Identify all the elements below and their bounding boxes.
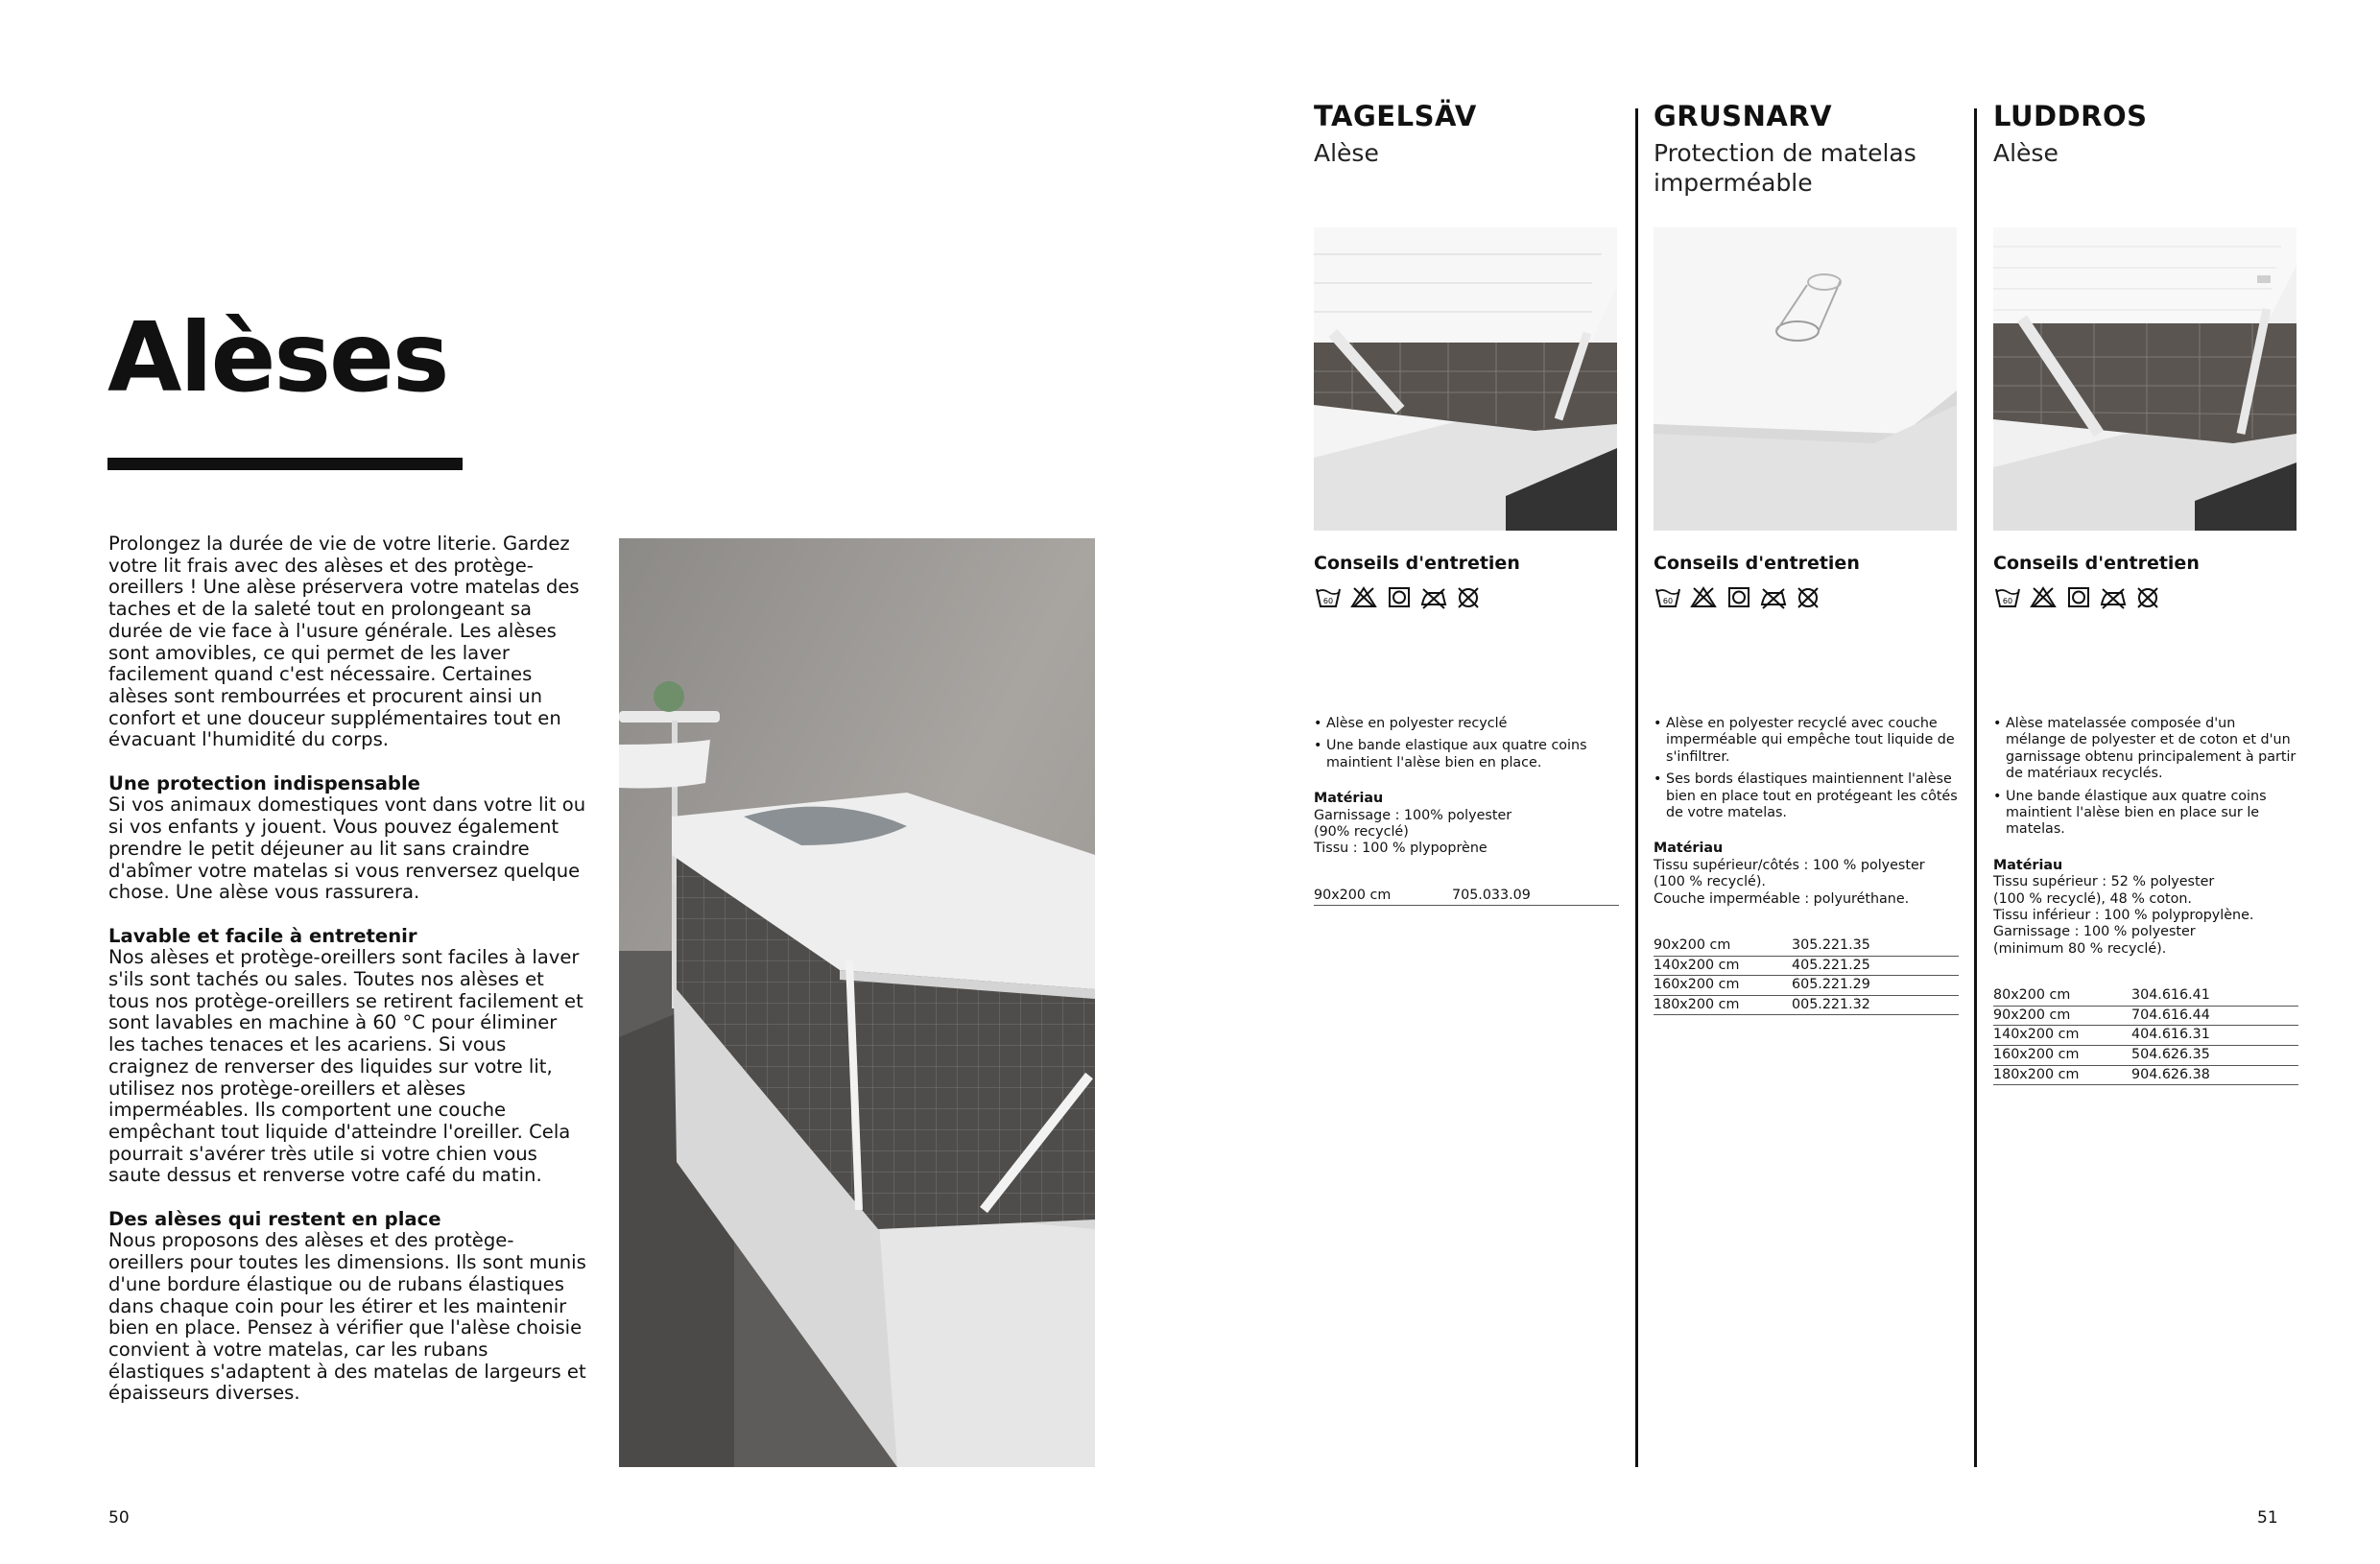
material-line: Tissu inférieur : 100 % polypropylène. [1993, 908, 2254, 924]
size-cell: 180x200 cm [1654, 995, 1792, 1015]
article-number: 704.616.44 [2131, 1006, 2298, 1026]
product-type: Alèse [1993, 139, 2059, 167]
article-number: 404.616.31 [2131, 1026, 2298, 1046]
table-row [1993, 1065, 2298, 1085]
title-underline [107, 458, 463, 470]
page-number-left: 50 [108, 1508, 130, 1528]
article-number: 904.626.38 [2131, 1065, 2298, 1085]
article-number: 005.221.32 [1792, 995, 1959, 1015]
care-heading: Conseils d'entretien [1314, 553, 1520, 574]
intro-paragraph: Prolongez la durée de vie de votre literie. Gardez votre lit frais avec des alèses et des protège-oreillers ! Une alèse préservera votre matelas des taches et de la saleté tout en prolongeant sa durée de vie face à l'usure générale. Les alèses sont amovibles, ce qui permet de les laver facilement quand c'est nécessaire. Certaines alèses sont rembourrées et procurent ainsi un confort et une douceur supplémentaires tout en évacuant l'humidité du corps. [108, 533, 580, 751]
material-line: (100 % recyclé). [1654, 874, 1766, 890]
size-table [1993, 986, 2298, 1085]
no-dry-clean-icon [1798, 588, 1818, 607]
material-line: (100 % recyclé), 48 % coton. [1993, 890, 2192, 907]
care-heading: Conseils d'entretien [1654, 553, 1860, 574]
size-cell: 90x200 cm [1993, 1006, 2131, 1026]
page-number-right: 51 [2257, 1508, 2278, 1528]
product-name: GRUSNARV [1654, 100, 1833, 132]
svg-text:60: 60 [2002, 597, 2013, 605]
size-cell: 140x200 cm [1654, 956, 1792, 976]
product-column-grusnarv [1654, 96, 1959, 1012]
wash-60-icon [1317, 589, 1340, 606]
size-cell: 90x200 cm [1314, 887, 1452, 906]
material-heading: Matériau [1654, 841, 1724, 857]
size-table [1314, 887, 1619, 907]
product-details [1314, 716, 1619, 906]
section-en-place [108, 1209, 588, 1405]
size-cell: 160x200 cm [1993, 1046, 2131, 1066]
wash-60-icon [1656, 589, 1679, 606]
section-protection [108, 773, 588, 904]
bedroom-mattress-photo [619, 538, 1095, 1467]
section-heading: Des alèses qui restent en place [108, 1207, 441, 1230]
product-details [1993, 716, 2298, 1085]
product-column-tagelsav [1314, 96, 1619, 903]
product-details [1654, 716, 1959, 1015]
table-row [1993, 986, 2298, 1006]
material-heading: Matériau [1314, 791, 1384, 807]
section-text: Nous proposons des alèses et des protège-oreillers pour toutes les dimensions. Ils sont munis d'une bordure élastique ou de rubans élastiques dans chaque coin pour les étirer et les maintenir bien en place. Pensez à vérifier que l'alèse choisie convient à votre matelas, car les rubans élastiques s'adaptent à des matelas de largeurs et épaisseurs diverses. [108, 1229, 586, 1405]
care-symbols [1314, 583, 1496, 610]
no-bleach-icon [2032, 588, 2055, 606]
no-iron-icon [1422, 589, 1445, 608]
material-line: Tissu supérieur : 52 % polyester [1993, 874, 2215, 890]
size-cell: 80x200 cm [1993, 986, 2131, 1006]
column-divider [1974, 108, 1977, 1467]
care-heading: Conseils d'entretien [1993, 553, 2200, 574]
feature-item: • Une bande élastique aux quatre coins maintient l'alèse bien en place sur le matelas. [1993, 789, 2298, 839]
svg-text:60: 60 [1322, 597, 1334, 605]
section-heading: Lavable et facile à entretenir [108, 924, 417, 947]
feature-item: • Alèse matelassée composée d'un mélange de polyester et de coton et d'un garnissage obtenu principalement à partir de matériaux recyclés. [1993, 716, 2298, 783]
table-row [1993, 1026, 2298, 1046]
material-line: Garnissage : 100 % polyester [1993, 924, 2196, 940]
size-cell: 140x200 cm [1993, 1026, 2131, 1046]
material-line: Couche imperméable : polyuréthane. [1654, 890, 1910, 907]
product-type: Protection de matelas imperméable [1654, 139, 1916, 197]
table-row [1993, 1006, 2298, 1026]
feature-item: • Alèse en polyester recyclé avec couche imperméable qui empêche tout liquide de s'infiltrer. [1654, 716, 1959, 766]
size-cell: 180x200 cm [1993, 1065, 2131, 1085]
feature-list [1993, 716, 2298, 839]
section-text: Si vos animaux domestiques vont dans votre lit ou si vos enfants y jouent. Vous pouvez également prendre le petit déjeuner au lit sans craindre d'abîmer votre matelas si vous renversez quelque chose. Une alèse vous rassurera. [108, 794, 586, 904]
feature-list [1654, 716, 1959, 821]
table-row [1654, 956, 1959, 976]
product-type: Alèse [1314, 139, 1379, 167]
product-image-waterproof-protector [1654, 227, 1957, 531]
table-row [1654, 936, 1959, 956]
article-number: 605.221.29 [1792, 976, 1959, 996]
care-symbols [1993, 583, 2176, 610]
no-bleach-icon [1692, 588, 1715, 606]
section-text: Nos alèses et protège-oreillers sont faciles à laver s'ils sont tachés ou sales. Toutes nos alèses et tous nos protège-oreillers se retirent facilement et sont lavables en machine à 60 °C pour éliminer les taches tenaces et les acariens. Si vous craignez de renverser des liquides sur votre lit, utilisez nos protège-oreillers et alèses imperméables. Ils comportent une couche empêchant tout liquide d'atteindre l'oreiller. Cela pourrait s'avérer très utile si votre chien vous saute dessus et renverse votre café du matin. [108, 946, 583, 1187]
tumble-dry-icon [1390, 588, 1409, 606]
section-heading: Une protection indispensable [108, 771, 420, 794]
material-line: Tissu : 100 % plypoprène [1314, 841, 1488, 857]
tumble-dry-icon [2069, 588, 2088, 606]
product-image-quilted-pad [1993, 227, 2297, 531]
tumble-dry-icon [1729, 588, 1749, 606]
feature-item: • Alèse en polyester recyclé [1314, 716, 1619, 732]
no-bleach-icon [1352, 588, 1375, 606]
size-cell: 90x200 cm [1654, 936, 1792, 956]
intro-text-block [108, 533, 588, 1427]
svg-text:60: 60 [1662, 597, 1674, 605]
product-column-luddros [1993, 96, 2298, 1082]
section-lavable [108, 926, 588, 1187]
material-line: (minimum 80 % recyclé). [1993, 940, 2167, 957]
size-cell: 160x200 cm [1654, 976, 1792, 996]
column-divider [1635, 108, 1638, 1467]
material-line: Tissu supérieur/côtés : 100 % polyester [1654, 857, 1925, 873]
product-name: LUDDROS [1993, 100, 2148, 132]
article-number: 405.221.25 [1792, 956, 1959, 976]
material-line: (90% recyclé) [1314, 824, 1409, 841]
table-row [1654, 976, 1959, 996]
material-line: Garnissage : 100% polyester [1314, 807, 1512, 823]
product-name: TAGELSÄV [1314, 100, 1477, 132]
care-symbols [1654, 583, 1836, 610]
no-iron-icon [1762, 589, 1785, 608]
no-iron-icon [2102, 589, 2125, 608]
article-number: 504.626.35 [2131, 1046, 2298, 1066]
page-title: Alèses [107, 301, 448, 414]
article-number: 304.616.41 [2131, 986, 2298, 1006]
size-table [1654, 936, 1959, 1015]
no-dry-clean-icon [1459, 588, 1478, 607]
material-heading: Matériau [1993, 857, 2063, 873]
wash-60-icon [1996, 589, 2019, 606]
table-row [1993, 1046, 2298, 1066]
article-number: 305.221.35 [1792, 936, 1959, 956]
feature-list [1314, 716, 1619, 771]
table-row [1654, 995, 1959, 1015]
no-dry-clean-icon [2138, 588, 2157, 607]
product-image-mattress-pad [1314, 227, 1617, 531]
feature-item: • Une bande elastique aux quatre coins maintient l'alèse bien en place. [1314, 738, 1619, 771]
article-number: 705.033.09 [1452, 887, 1619, 906]
table-row [1314, 887, 1619, 906]
feature-item: • Ses bords élastiques maintiennent l'alèse bien en place tout en protégeant les côtés de votre matelas. [1654, 771, 1959, 821]
